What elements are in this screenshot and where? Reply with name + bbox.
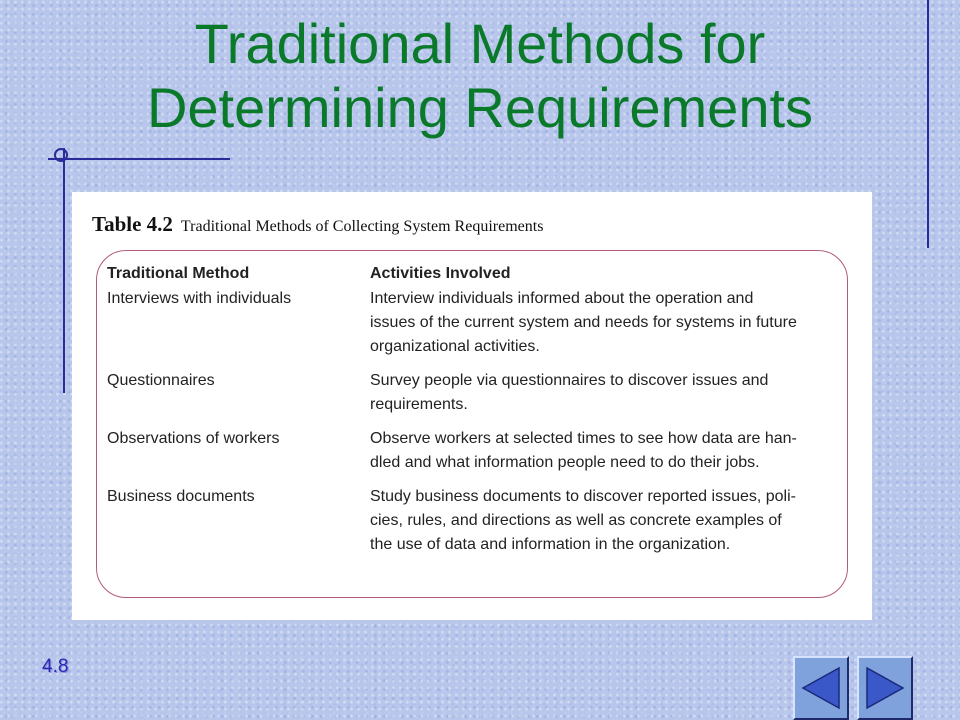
decorative-circle <box>54 148 68 162</box>
activity-line: requirements. <box>370 396 468 413</box>
decorative-horizontal-line <box>48 158 230 160</box>
method-cell: Interviews with individuals <box>107 290 292 307</box>
slide-title-line-1: Traditional Methods for <box>194 12 766 75</box>
triangle-left-icon <box>795 658 847 718</box>
slide-number: 4.8 <box>42 656 69 677</box>
decorative-right-line <box>927 0 929 248</box>
column-header-method: Traditional Method <box>107 265 250 282</box>
slide-title-line-2: Determining Requirements <box>146 76 814 139</box>
activity-line: issues of the current system and needs for systems in future <box>370 314 797 331</box>
table-row <box>107 485 837 567</box>
table-row <box>107 427 837 485</box>
table-caption-text: Traditional Methods of Collecting System Requirements <box>180 218 544 235</box>
activity-line: cies, rules, and directions as well as concrete examples of <box>370 512 782 529</box>
column-header-activities: Activities Involved <box>370 265 511 282</box>
activity-cell <box>370 485 837 567</box>
table-panel <box>72 192 872 620</box>
requirements-table <box>107 265 837 567</box>
slide-title <box>40 12 920 140</box>
method-cell: Observations of workers <box>107 430 280 447</box>
table-caption-number: Table 4.2 <box>92 212 173 236</box>
table-header-row <box>107 265 837 287</box>
decorative-vertical-line <box>63 148 65 393</box>
table-frame <box>96 250 848 598</box>
table-row <box>107 369 837 427</box>
method-cell: Questionnaires <box>107 372 215 389</box>
next-slide-button[interactable] <box>857 656 913 720</box>
previous-slide-button[interactable] <box>793 656 849 720</box>
activity-line: Study business documents to discover reported issues, poli- <box>370 488 796 505</box>
triangle-right-icon <box>859 658 911 718</box>
activity-line: Observe workers at selected times to see how data are han- <box>370 430 797 447</box>
activity-line: Interview individuals informed about the operation and <box>370 290 754 307</box>
table-caption <box>92 212 543 237</box>
activity-line: organizational activities. <box>370 338 540 355</box>
table-row <box>107 287 837 369</box>
method-cell: Business documents <box>107 488 255 505</box>
activity-line: dled and what information people need to do their jobs. <box>370 454 760 471</box>
activity-cell <box>370 287 837 369</box>
activity-cell <box>370 427 837 485</box>
activity-line: the use of data and information in the organization. <box>370 536 731 553</box>
table-body <box>107 287 837 567</box>
activity-cell <box>370 369 837 427</box>
activity-line: Survey people via questionnaires to discover issues and <box>370 372 769 389</box>
